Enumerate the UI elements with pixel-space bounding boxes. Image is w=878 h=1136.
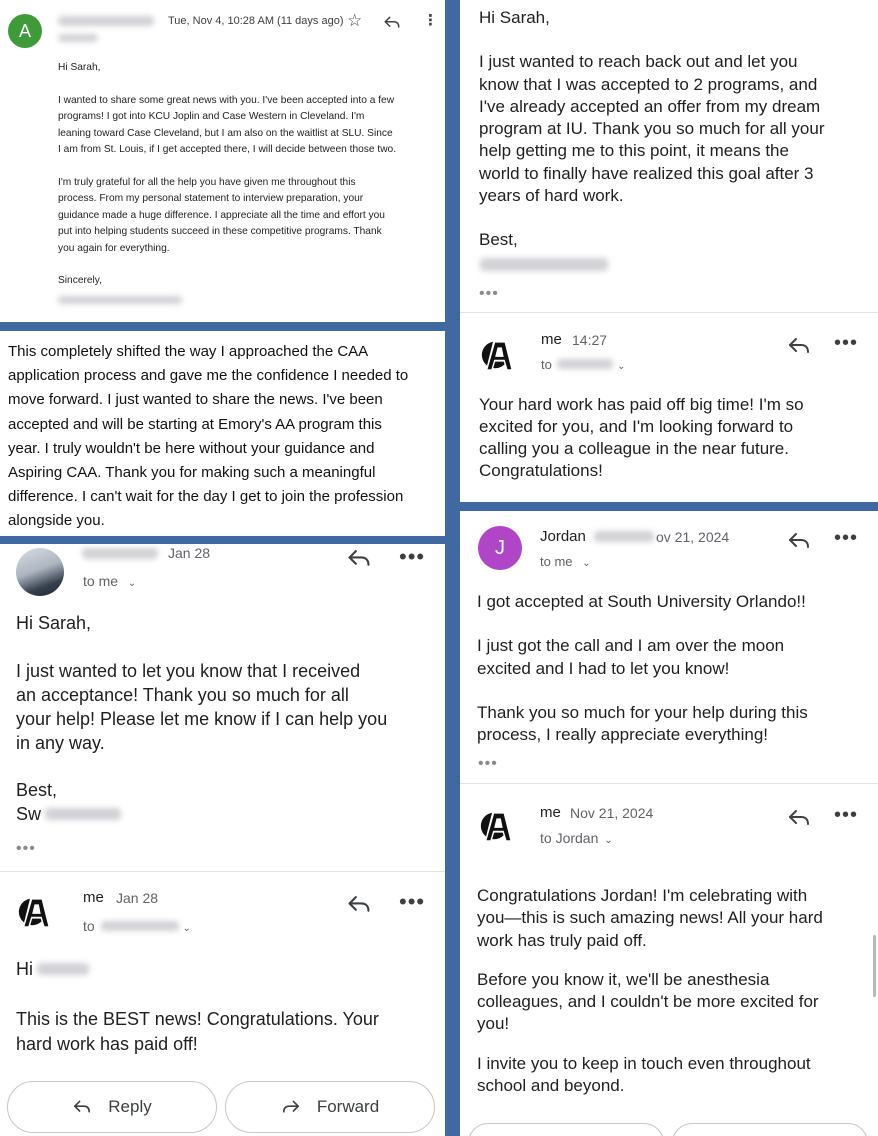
email-date: Tue, Nov 4, 10:28 AM (11 days ago) <box>168 15 344 27</box>
email-greeting: Hi Sarah, <box>479 8 550 27</box>
chevron-down-icon: ⌄ <box>604 835 613 846</box>
email-closing: Best, <box>16 780 58 800</box>
email-body <box>477 591 808 746</box>
signature-visible: Sw <box>16 804 42 824</box>
email-thread-panel-jan28 <box>0 544 445 1136</box>
email-closing: Sincerely, <box>58 275 102 286</box>
body-line: you! <box>477 1014 510 1034</box>
body-line: I invite you to keep in touch even throughout <box>477 1053 811 1073</box>
sender-lastname-redacted <box>594 531 654 542</box>
email-greeting: Hi Sarah, <box>16 613 92 633</box>
reply-icon[interactable] <box>787 531 811 551</box>
more-horiz-icon[interactable]: ••• <box>399 889 426 914</box>
email-body <box>58 60 396 290</box>
chevron-down-icon: ⌄ <box>182 923 191 934</box>
reply-sender: me <box>540 804 561 821</box>
reply-body <box>16 957 379 1057</box>
body-line: programs! I got into KCU Joplin and Case Western in Cleveland. I'm <box>58 111 365 122</box>
quote-line: application process and gave me the confidence I needed to <box>8 367 409 385</box>
email-body <box>479 7 825 252</box>
email-thread-panel-jordan <box>460 511 878 1136</box>
body-line: your help! Please let me know if I can help you <box>16 709 388 729</box>
reply-icon <box>72 1099 92 1115</box>
aspiring-caa-logo-icon <box>478 804 516 846</box>
body-line: excited for you, and I'm looking forward to <box>479 417 794 436</box>
signature-redacted <box>45 808 121 820</box>
chevron-down-icon: ⌄ <box>127 578 137 589</box>
forward-icon <box>281 1099 301 1115</box>
reply-date: Jan 28 <box>116 890 159 906</box>
reply-sender: me <box>541 331 562 348</box>
body-line: I wanted to share some great news with you. I've been accepted into a few <box>58 94 395 106</box>
body-line: program at IU. Thank you so much for all your <box>479 119 825 139</box>
body-line: hard work has paid off! <box>16 1034 198 1054</box>
divider <box>460 783 878 784</box>
forward-button[interactable] <box>225 1081 435 1133</box>
sender-email-redacted <box>58 34 98 42</box>
trimmed-content-toggle[interactable]: ••• <box>479 285 499 302</box>
avatar-letter: A <box>18 20 31 41</box>
body-line: an acceptance! Thank you so much for all <box>16 685 349 705</box>
reply-icon[interactable] <box>383 15 401 30</box>
email-closing: Best, <box>479 230 518 250</box>
quote-line: alongside you. <box>8 512 105 530</box>
body-line: world to finally have realized this goal after 3 <box>479 163 814 183</box>
more-horiz-icon[interactable]: ••• <box>834 332 859 354</box>
reply-body <box>479 394 804 482</box>
sender-name-redacted <box>82 548 158 559</box>
body-line: help getting me to this point, it means the <box>479 141 789 161</box>
body-line: colleagues, and I couldn't be more excited for <box>477 992 819 1012</box>
trimmed-content-toggle[interactable]: ••• <box>16 840 36 857</box>
name-redacted <box>37 963 89 975</box>
sender-avatar <box>8 14 42 48</box>
recipient-redacted <box>557 359 613 369</box>
chevron-down-icon: ⌄ <box>617 361 626 372</box>
quote-line: accepted and will be starting at Emory's AA program this <box>8 415 382 433</box>
aspiring-caa-logo-icon <box>479 333 517 375</box>
testimonial-quote-panel <box>0 331 445 536</box>
body-line: school and beyond. <box>477 1076 625 1096</box>
quote-line: difference. I can't wait for the day I get to join the profession <box>8 488 404 506</box>
recipient-redacted <box>101 921 179 931</box>
email-panel-kcu <box>0 0 445 322</box>
forward-label: Forward <box>316 1097 380 1116</box>
sender-name: Jordan <box>540 528 586 545</box>
more-horiz-icon[interactable]: ••• <box>399 544 426 569</box>
recipient-line[interactable] <box>541 357 625 372</box>
recipient-text: to me <box>540 554 573 569</box>
body-line: guidance made a huge difference. I appreciate all the time and effort you <box>58 209 385 221</box>
body-line: This is the BEST news! Congratulations. Your <box>16 1009 379 1029</box>
signature-redacted <box>58 296 182 304</box>
reply-date: Nov 21, 2024 <box>570 805 654 821</box>
reply-body <box>477 885 823 1097</box>
reply-label: Reply <box>108 1097 152 1116</box>
avatar-letter: J <box>495 536 505 559</box>
body-line: years of hard work. <box>479 186 624 206</box>
scrollbar[interactable] <box>873 935 876 997</box>
body-line: I just got the call and I am over the moon <box>477 636 785 656</box>
divider <box>0 871 445 872</box>
body-line: Congratulations! <box>479 461 603 480</box>
quote-text <box>8 340 408 534</box>
reply-greeting <box>16 957 379 982</box>
body-line: excited and I had to let you know! <box>477 658 730 678</box>
reply-sender: me <box>83 889 104 906</box>
recipient-line[interactable] <box>83 573 136 589</box>
reply-time: 14:27 <box>572 332 608 348</box>
email-thread-panel-iu <box>460 0 878 502</box>
reply-button-partial[interactable] <box>468 1123 664 1136</box>
greeting-visible: Hi <box>16 959 33 979</box>
body-line: process, I really appreciate everything! <box>477 725 769 745</box>
more-vert-icon[interactable]: ⋮ <box>423 12 438 29</box>
body-line: calling you a colleague in the near future. <box>479 439 789 458</box>
recipient-prefix: to <box>83 918 95 934</box>
aspiring-caa-logo-icon <box>16 890 54 932</box>
sender-avatar <box>478 526 522 570</box>
email-date: Jan 28 <box>168 545 211 561</box>
reply-button[interactable] <box>7 1081 217 1133</box>
sender-name-redacted <box>58 16 154 26</box>
recipient-line[interactable] <box>83 918 191 934</box>
email-greeting: Hi Sarah, <box>58 62 101 73</box>
signature <box>16 802 387 826</box>
body-line: I just wanted to reach back out and let you <box>479 52 798 72</box>
body-line: I got accepted at South University Orlando!! <box>477 592 806 611</box>
body-line: Thank you so much for your help during this <box>477 702 808 722</box>
body-line: process. From my personal statement to interview preparation, your <box>58 193 364 204</box>
signature-redacted <box>480 258 608 271</box>
recipient-prefix: to <box>541 357 552 372</box>
quote-line: year. I truly wouldn't be here without your guidance and <box>8 439 375 457</box>
trimmed-content-toggle[interactable]: ••• <box>478 755 498 772</box>
email-body <box>16 611 387 826</box>
more-horiz-icon[interactable]: ••• <box>834 527 859 549</box>
divider <box>460 312 878 313</box>
quote-line: Aspiring CAA. Thank you for making such a meaningful <box>8 464 376 482</box>
quote-line: This completely shifted the way I approached the CAA <box>8 343 369 360</box>
body-line: I've already accepted an offer from my dream <box>479 96 821 116</box>
reply-icon[interactable] <box>787 808 811 828</box>
body-line: Your hard work has paid off big time! I'm so <box>479 395 804 414</box>
reply-icon[interactable] <box>346 894 372 915</box>
more-horiz-icon[interactable]: ••• <box>834 804 859 826</box>
body-line: you—this is such amazing news! All your hard <box>477 908 823 928</box>
recipient-line[interactable] <box>540 554 591 569</box>
body-line: Before you know it, we'll be anesthesia <box>477 969 770 989</box>
recipient-text: to me <box>83 573 119 589</box>
recipient-line[interactable] <box>540 830 613 846</box>
quote-line: move forward. I just wanted to share the news. I've been <box>8 391 383 409</box>
body-line: work has truly paid off. <box>477 930 647 950</box>
body-line: I am from St. Louis, if I get accepted there, I will decide between those two. <box>58 144 397 155</box>
body-line: put into helping students succeed in these competitive programs. Thank <box>58 226 382 237</box>
forward-button-partial[interactable] <box>672 1123 868 1136</box>
sender-avatar <box>16 548 64 596</box>
body-line: you again for everything. <box>58 242 170 254</box>
reply-icon[interactable] <box>787 336 811 356</box>
star-icon[interactable]: ☆ <box>347 11 363 30</box>
body-line: I just wanted to let you know that I received <box>16 661 361 681</box>
body-line: Congratulations Jordan! I'm celebrating with <box>477 886 808 905</box>
email-date: ov 21, 2024 <box>656 529 730 545</box>
body-line: in any way. <box>16 733 105 753</box>
body-line: leaning toward Case Cleveland, but I am also on the waitlist at SLU. Since <box>58 127 393 139</box>
chevron-down-icon: ⌄ <box>582 558 591 569</box>
body-line: I'm truly grateful for all the help you have given me throughout this <box>58 176 356 188</box>
body-line: know that I was accepted to 2 programs, and <box>479 74 818 94</box>
reply-icon[interactable] <box>346 548 372 569</box>
recipient-text: to Jordan <box>540 830 599 846</box>
